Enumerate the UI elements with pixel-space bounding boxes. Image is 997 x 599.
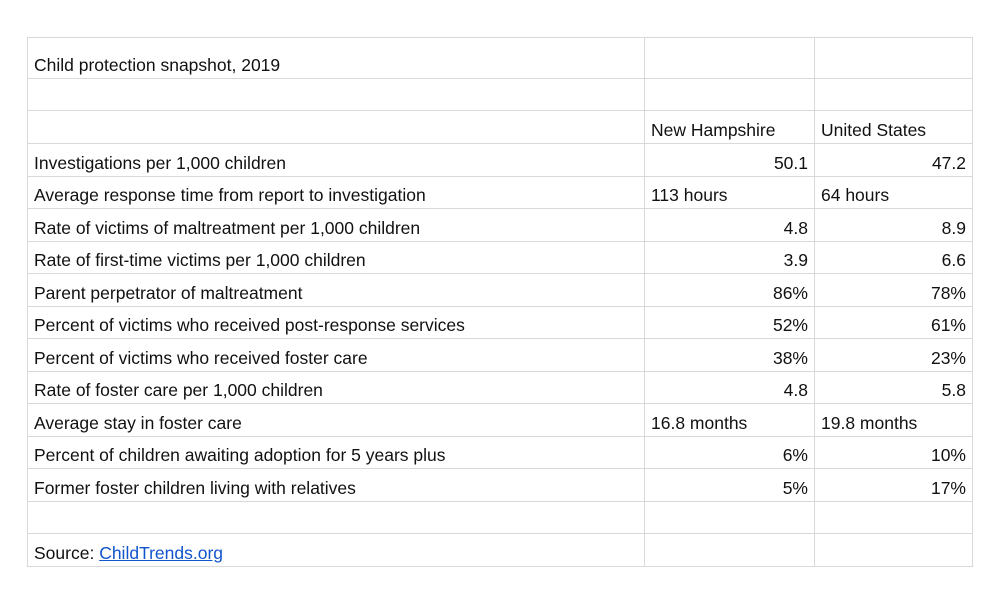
new-hampshire-value: 52% bbox=[645, 307, 815, 339]
row-label: Rate of victims of maltreatment per 1,000 children bbox=[28, 209, 645, 242]
new-hampshire-value: 3.9 bbox=[645, 242, 815, 274]
row-label: Average stay in foster care bbox=[28, 404, 645, 437]
united-states-value: 8.9 bbox=[815, 209, 973, 242]
source-row bbox=[28, 534, 973, 567]
new-hampshire-value: 86% bbox=[645, 274, 815, 307]
empty-cell bbox=[28, 502, 645, 534]
empty-cell bbox=[645, 38, 815, 79]
new-hampshire-value: 50.1 bbox=[645, 144, 815, 177]
empty-cell bbox=[645, 79, 815, 111]
table-row bbox=[28, 469, 973, 502]
united-states-value: 61% bbox=[815, 307, 973, 339]
blank-row bbox=[28, 79, 973, 111]
empty-cell bbox=[815, 79, 973, 111]
empty-cell bbox=[28, 111, 645, 144]
new-hampshire-value: 5% bbox=[645, 469, 815, 502]
new-hampshire-value: 38% bbox=[645, 339, 815, 372]
column-header-new-hampshire: New Hampshire bbox=[645, 111, 815, 144]
row-label: Rate of first-time victims per 1,000 children bbox=[28, 242, 645, 274]
united-states-value: 19.8 months bbox=[815, 404, 973, 437]
empty-cell bbox=[815, 534, 973, 567]
header-row bbox=[28, 111, 973, 144]
row-label: Former foster children living with relatives bbox=[28, 469, 645, 502]
empty-cell bbox=[28, 79, 645, 111]
new-hampshire-value: 6% bbox=[645, 437, 815, 469]
table-row bbox=[28, 437, 973, 469]
table-row bbox=[28, 144, 973, 177]
row-label: Parent perpetrator of maltreatment bbox=[28, 274, 645, 307]
united-states-value: 6.6 bbox=[815, 242, 973, 274]
united-states-value: 47.2 bbox=[815, 144, 973, 177]
new-hampshire-value: 113 hours bbox=[645, 177, 815, 209]
row-label: Rate of foster care per 1,000 children bbox=[28, 372, 645, 404]
united-states-value: 10% bbox=[815, 437, 973, 469]
empty-cell bbox=[645, 534, 815, 567]
table-row bbox=[28, 404, 973, 437]
source-cell bbox=[28, 534, 645, 567]
united-states-value: 64 hours bbox=[815, 177, 973, 209]
title-row bbox=[28, 38, 973, 79]
row-label: Average response time from report to investigation bbox=[28, 177, 645, 209]
row-label: Percent of victims who received foster care bbox=[28, 339, 645, 372]
table-row bbox=[28, 209, 973, 242]
empty-cell bbox=[815, 38, 973, 79]
snapshot-table bbox=[27, 37, 973, 567]
united-states-value: 17% bbox=[815, 469, 973, 502]
source-prefix: Source: bbox=[34, 543, 100, 563]
empty-cell bbox=[645, 502, 815, 534]
table-row bbox=[28, 307, 973, 339]
blank-row bbox=[28, 502, 973, 534]
source-link[interactable]: ChildTrends.org bbox=[99, 543, 224, 563]
table-row bbox=[28, 274, 973, 307]
table-row bbox=[28, 339, 973, 372]
row-label: Percent of children awaiting adoption for 5 years plus bbox=[28, 437, 645, 469]
new-hampshire-value: 4.8 bbox=[645, 372, 815, 404]
united-states-value: 78% bbox=[815, 274, 973, 307]
united-states-value: 5.8 bbox=[815, 372, 973, 404]
row-label: Investigations per 1,000 children bbox=[28, 144, 645, 177]
table-row bbox=[28, 177, 973, 209]
row-label: Percent of victims who received post-response services bbox=[28, 307, 645, 339]
table-row bbox=[28, 372, 973, 404]
column-header-united-states: United States bbox=[815, 111, 973, 144]
new-hampshire-value: 16.8 months bbox=[645, 404, 815, 437]
new-hampshire-value: 4.8 bbox=[645, 209, 815, 242]
table-row bbox=[28, 242, 973, 274]
united-states-value: 23% bbox=[815, 339, 973, 372]
empty-cell bbox=[815, 502, 973, 534]
table-title: Child protection snapshot, 2019 bbox=[28, 38, 645, 79]
